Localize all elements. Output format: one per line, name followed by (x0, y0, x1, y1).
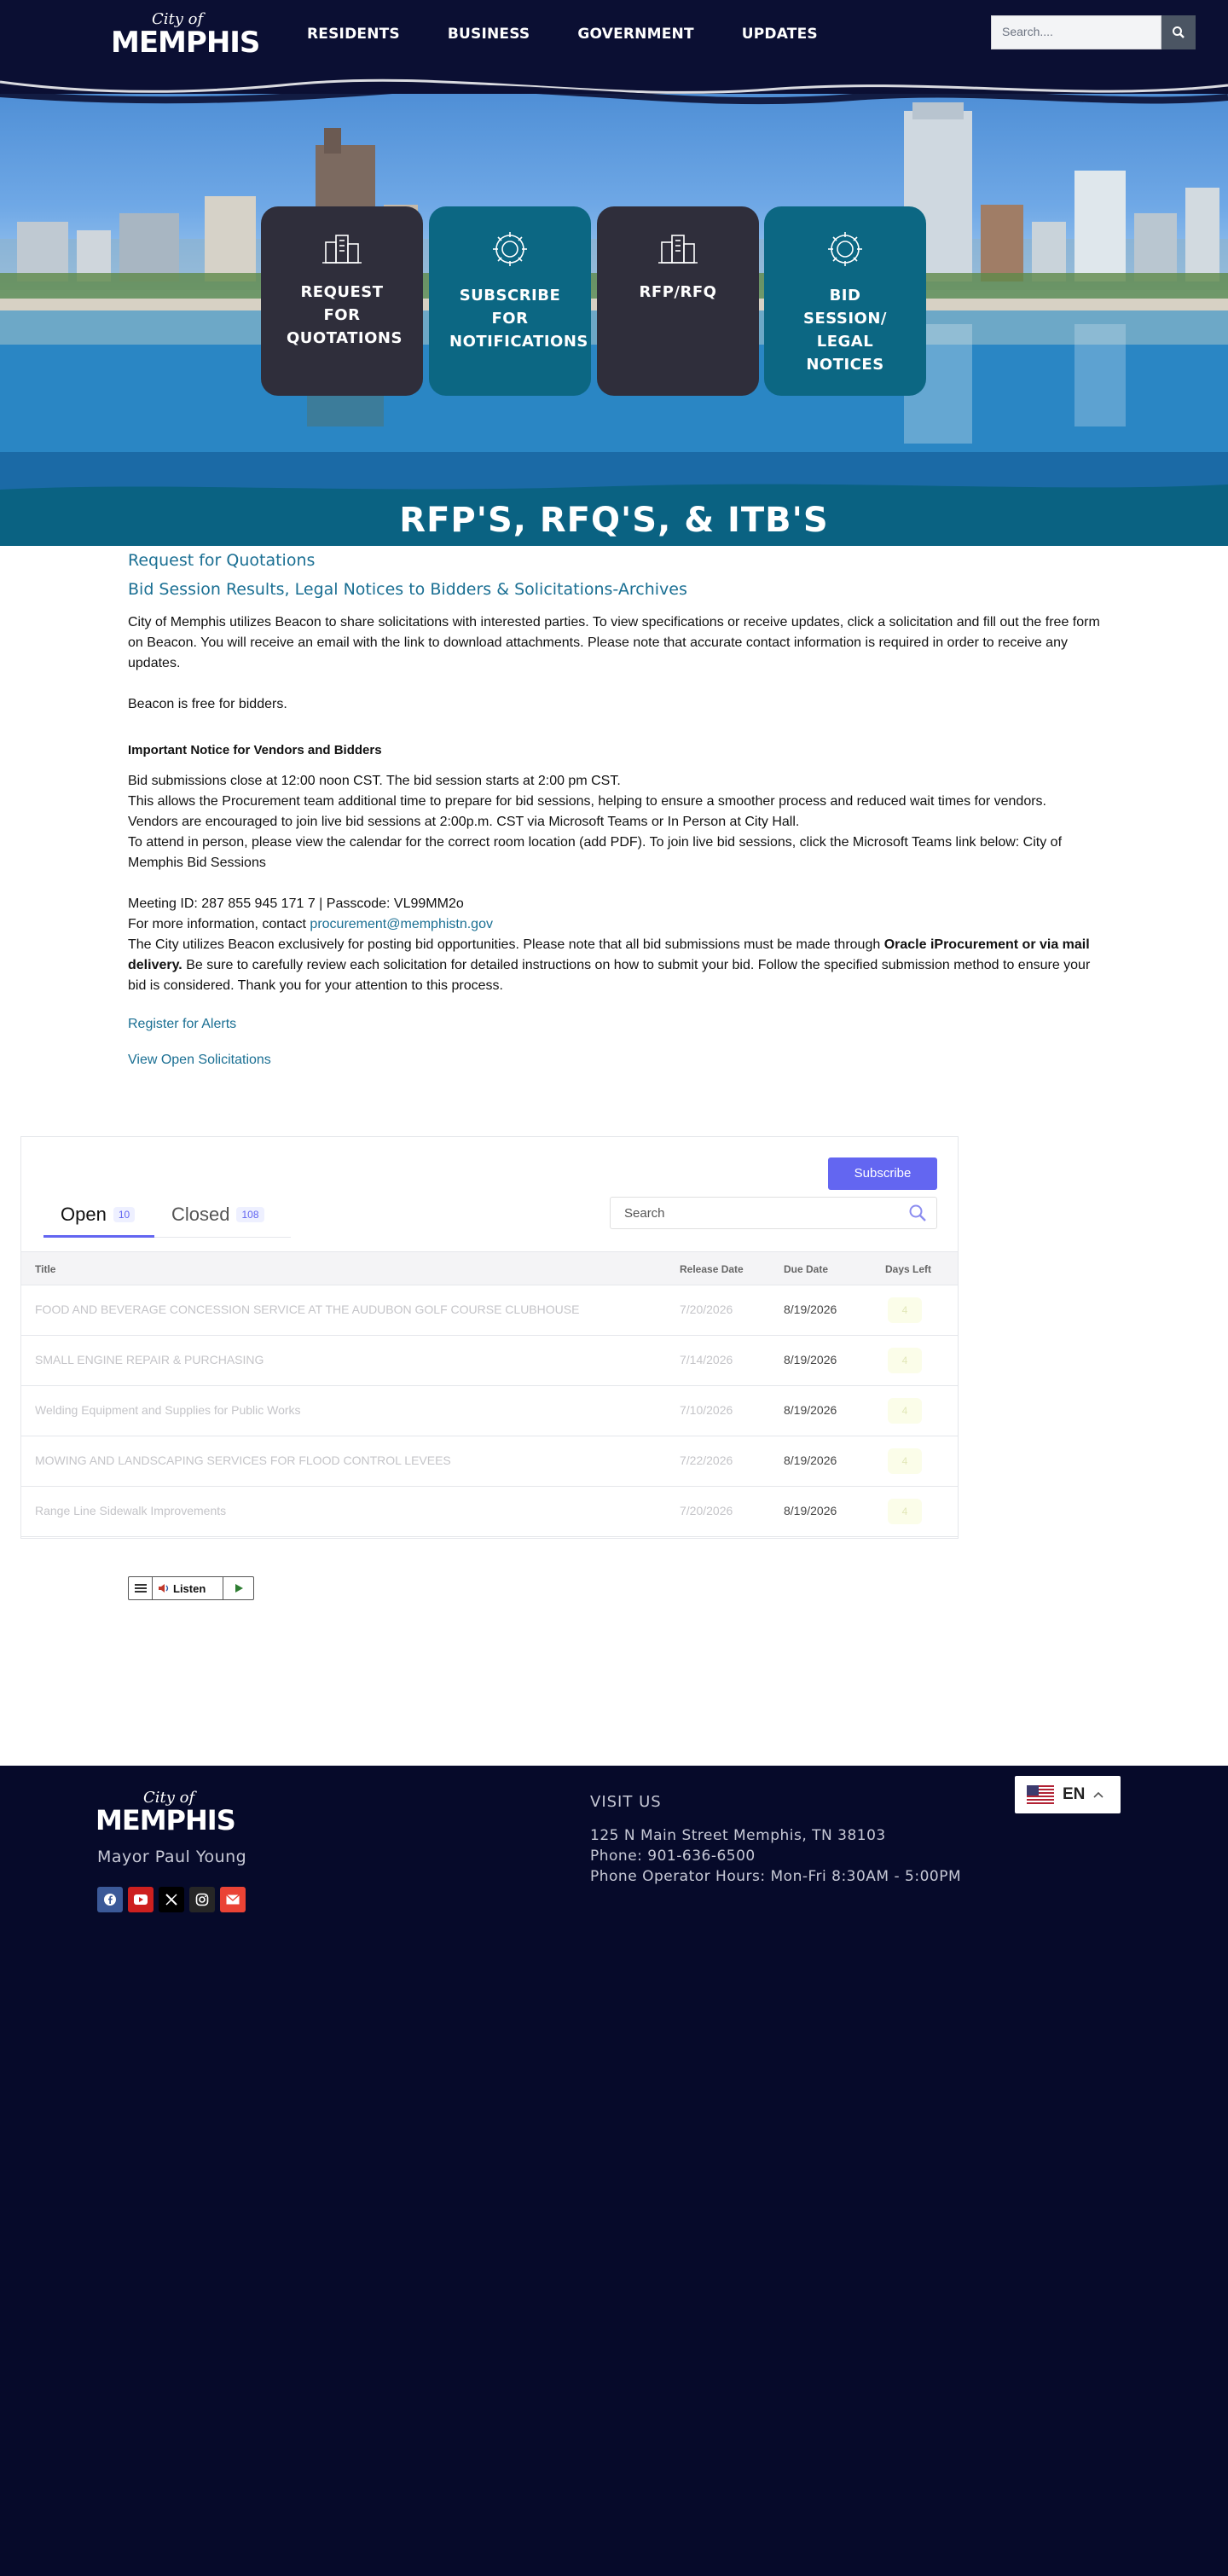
logo-name-text: MEMPHIS (111, 26, 260, 60)
row-release-date: 7/22/2026 (680, 1453, 733, 1467)
column-header-release-date[interactable]: Release Date (680, 1263, 744, 1275)
notice-line: Vendors are encouraged to join live bid sessions at 2:00p.m. CST via Microsoft Teams or In Person at City Hall. (128, 815, 800, 829)
us-flag-icon (1027, 1785, 1054, 1804)
card-bid-session-legal-notices[interactable] (764, 206, 926, 396)
notice-line: This allows the Procurement team additional time to prepare for bid sessions, helping to ensure a smoother process and reduced wait times for vendors. (128, 794, 1046, 809)
row-due-date: 8/19/2026 (784, 1353, 837, 1366)
intro-paragraph: City of Memphis utilizes Beacon to share solicitations with interested parties. To view specifications or receive updates, click a solicitation and fill out the free form on Beacon. You will receive an email with the link to download attachments. Please note that accurate contact information is required in order to receive any updates. (128, 615, 1100, 670)
listen-label: Listen (173, 1581, 206, 1595)
oracle-text-post: Be sure to carefully review each solicitation for detailed instructions on how to submit your bid. Follow the specified submission method to ensure your bid is considered. Thank you for your attention to this process. (128, 958, 1091, 993)
row-due-date: 8/19/2026 (784, 1403, 837, 1417)
link-request-for-quotations[interactable]: Request for Quotations (128, 551, 316, 570)
tab-closed[interactable] (171, 1192, 291, 1238)
language-selector[interactable] (1015, 1776, 1121, 1813)
row-title[interactable]: Range Line Sidewalk Improvements (35, 1504, 227, 1517)
buildings-icon (321, 230, 363, 264)
listen-button[interactable] (153, 1582, 223, 1595)
buildings-icon (657, 230, 699, 264)
solicitations-widget (20, 1136, 959, 1539)
play-icon (234, 1583, 244, 1593)
link-bid-session-archives[interactable]: Bid Session Results, Legal Notices to Bidders & Solicitations-Archives (128, 580, 687, 599)
view-open-solicitations-link[interactable]: View Open Solicitations (128, 1053, 271, 1067)
notice-line: Bid submissions close at 12:00 noon CST. The bid session starts at 2:00 pm CST. (128, 774, 621, 788)
footer-memphis-logo[interactable] (96, 1789, 235, 1836)
oracle-paragraph (128, 935, 1100, 996)
table-row[interactable] (21, 1487, 958, 1537)
procurement-email-link[interactable]: procurement@memphistn.gov (310, 917, 493, 931)
speaker-icon (158, 1583, 170, 1593)
main-content (128, 546, 1100, 1068)
row-days-left-badge: 4 (888, 1398, 922, 1424)
beacon-free-text: Beacon is free for bidders. (128, 697, 287, 711)
table-header (21, 1251, 958, 1285)
row-due-date: 8/19/2026 (784, 1303, 837, 1316)
row-release-date: 7/20/2026 (680, 1303, 733, 1316)
gear-globe-icon (489, 230, 531, 268)
card-label: SUBSCRIBE FOR NOTIFICATIONS (449, 287, 588, 351)
listen-menu-button[interactable] (129, 1577, 153, 1599)
notice-heading: Important Notice for Vendors and Bidders (128, 743, 382, 757)
menu-icon (135, 1584, 147, 1593)
row-days-left-badge: 4 (888, 1448, 922, 1474)
row-title[interactable]: MOWING AND LANDSCAPING SERVICES FOR FLOOD CONTROL LEVEES (35, 1453, 451, 1467)
row-due-date: 8/19/2026 (784, 1453, 837, 1467)
play-button[interactable] (223, 1577, 253, 1599)
meeting-info: Meeting ID: 287 855 945 171 7 | Passcode: VL99MM2o (128, 896, 464, 911)
register-alerts-link[interactable]: Register for Alerts (128, 1017, 237, 1031)
row-title[interactable]: SMALL ENGINE REPAIR & PURCHASING (35, 1353, 264, 1366)
instagram-icon (195, 1893, 209, 1906)
row-release-date: 7/20/2026 (680, 1504, 733, 1517)
nav-government[interactable]: GOVERNMENT (577, 26, 694, 43)
footer-logo-name: MEMPHIS (96, 1804, 235, 1836)
nav-updates[interactable]: UPDATES (741, 26, 818, 43)
footer-address: 125 N Main Street Memphis, TN 38103 (590, 1827, 886, 1844)
more-info-text: For more information, contact (128, 917, 310, 931)
tab-closed-label: Closed (171, 1204, 230, 1225)
footer-hours: Phone Operator Hours: Mon-Fri 8:30AM - 5:00PM (590, 1868, 962, 1885)
search-icon (1172, 26, 1185, 39)
search-icon[interactable] (908, 1204, 927, 1222)
card-subscribe-notifications[interactable] (429, 206, 591, 396)
table-row[interactable] (21, 1436, 958, 1487)
mayor-name: Mayor Paul Young (97, 1848, 247, 1866)
header-wave (0, 60, 1228, 136)
card-label: RFP/RFQ (639, 283, 717, 301)
table-row[interactable] (21, 1285, 958, 1336)
card-label: BID SESSION/ LEGAL NOTICES (802, 287, 888, 374)
header-search-button[interactable] (1161, 15, 1196, 49)
table-row[interactable] (21, 1336, 958, 1386)
visit-us-heading: VISIT US (590, 1793, 662, 1811)
chevron-up-icon (1093, 1791, 1103, 1798)
youtube-link[interactable] (128, 1887, 154, 1912)
instagram-link[interactable] (189, 1887, 215, 1912)
footer-logo-city: City of (143, 1789, 195, 1807)
row-days-left-badge: 4 (888, 1297, 922, 1323)
row-title[interactable]: FOOD AND BEVERAGE CONCESSION SERVICE AT THE AUDUBON GOLF COURSE CLUBHOUSE (35, 1303, 580, 1316)
gear-globe-icon (824, 230, 866, 268)
site-footer (0, 1766, 1228, 2576)
facebook-link[interactable] (97, 1887, 123, 1912)
column-header-due-date[interactable]: Due Date (784, 1263, 829, 1275)
subscribe-button[interactable]: Subscribe (828, 1157, 937, 1190)
oracle-text-bold: Oracle iProcurement or via mail delivery. (128, 937, 1090, 972)
column-header-days-left[interactable]: Days Left (885, 1263, 932, 1275)
x-link[interactable] (159, 1887, 184, 1912)
nav-residents[interactable]: RESIDENTS (307, 26, 400, 43)
notice-line: To attend in person, please view the calendar for the correct room location (add PDF). To join live bid sessions, click the Microsoft Teams link below: City of Memphis Bid Sessions (128, 835, 1063, 870)
footer-phone: Phone: 901-636-6500 (590, 1848, 756, 1865)
youtube-icon (134, 1894, 148, 1905)
oracle-text-pre: The City utilizes Beacon exclusively for posting bid opportunities. Please note that all bid submissions must be made through (128, 937, 884, 952)
more-info-line (128, 914, 1100, 935)
tab-open-count: 10 (113, 1207, 135, 1222)
row-title[interactable]: Welding Equipment and Supplies for Public Works (35, 1403, 301, 1417)
language-code: EN (1063, 1785, 1086, 1803)
row-days-left-badge: 4 (888, 1348, 922, 1373)
tab-closed-count: 108 (236, 1207, 264, 1222)
card-request-for-quotations[interactable] (261, 206, 423, 396)
logo-city-text: City of (152, 10, 204, 28)
row-days-left-badge: 4 (888, 1499, 922, 1524)
column-header-title[interactable]: Title (35, 1263, 56, 1275)
memphis-logo[interactable] (111, 10, 260, 60)
header-search-input[interactable]: Search.... (991, 15, 1161, 49)
table-row[interactable] (21, 1386, 958, 1436)
card-rfp-rfq[interactable] (597, 206, 759, 396)
tab-open[interactable] (43, 1192, 154, 1238)
main-nav (307, 26, 866, 43)
row-release-date: 7/10/2026 (680, 1403, 733, 1417)
row-due-date: 8/19/2026 (784, 1504, 837, 1517)
listen-player (128, 1576, 254, 1600)
x-icon (165, 1894, 177, 1906)
email-icon (226, 1894, 240, 1905)
page-title: RFP'S, RFQ'S, & ITB'S (399, 501, 829, 540)
facebook-icon (103, 1893, 117, 1906)
solicitation-tabs (43, 1192, 291, 1238)
email-link[interactable] (220, 1887, 246, 1912)
nav-business[interactable]: BUSINESS (447, 26, 530, 43)
tab-open-label: Open (61, 1204, 107, 1225)
solicitation-search-input[interactable]: Search (610, 1197, 937, 1229)
card-label: REQUEST FOR QUOTATIONS (287, 283, 403, 347)
row-release-date: 7/14/2026 (680, 1353, 733, 1366)
